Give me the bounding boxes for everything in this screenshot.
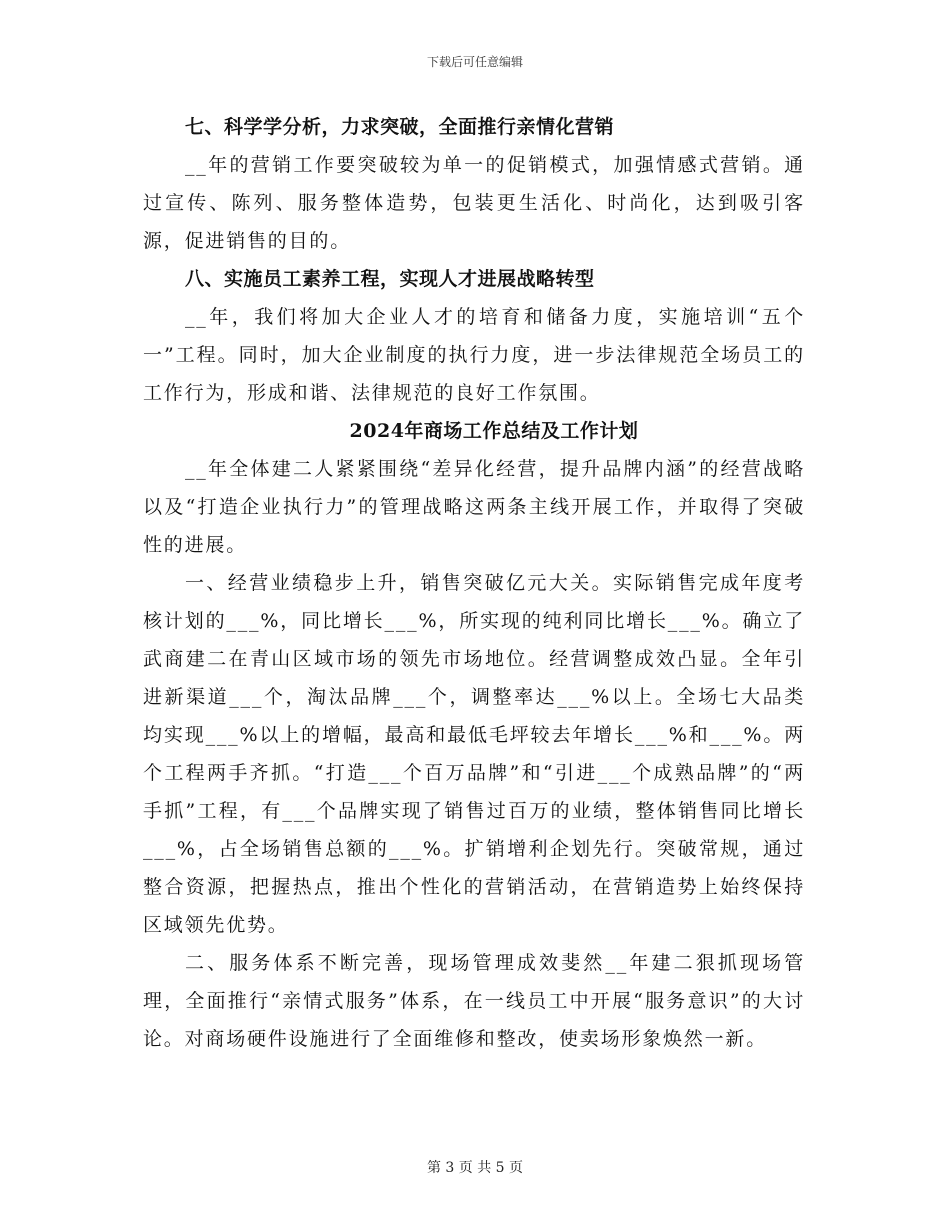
page-footer: 第 3 页 共 5 页	[426, 1160, 524, 1176]
document-title: 2024年商场工作总结及工作计划	[349, 420, 639, 442]
section-8-heading: 八、实施员工素养工程，实现人才进展战略转型	[185, 268, 595, 290]
intro-paragraph: __年全体建二人紧紧围绕“差异化经营，提升品牌内涵”的经营战略以及“打造企业执行力”的管理战略这两条主线开展工作，并取得了突破性的进展。	[143, 458, 805, 556]
section-8-paragraph: __年，我们将加大企业人才的培育和储备力度，实施培训“五个一”工程。同时，加大企业制度的执行力度，进一步法律规范全场员工的工作行为，形成和谐、法律规范的良好工作氛围。	[143, 306, 805, 404]
section-7-paragraph: __年的营销工作要突破较为单一的促销模式，加强情感式营销。通过宣传、陈列、服务整体造势，包装更生活化、时尚化，达到吸引客源，促进销售的目的。	[143, 154, 805, 252]
document-body	[143, 108, 805, 1058]
section-7-heading: 七、科学学分析，力求突破，全面推行亲情化营销	[185, 116, 615, 138]
header-note: 下载后可任意编辑	[426, 55, 523, 69]
paragraph-2: 二、服务体系不断完善，现场管理成效斐然__年建二狠抓现场管理，全面推行“亲情式服务”体系，在一线员工中开展“服务意识”的大讨论。对商场硬件设施进行了全面维修和整改，使卖场形象焕然一新。	[143, 952, 805, 1050]
paragraph-1: 一、经营业绩稳步上升，销售突破亿元大关。实际销售完成年度考核计划的___%，同比增长___%，所实现的纯利同比增长___%。确立了武商建二在青山区域市场的领先市场地位。经营调整成效凸显。全年引进新渠道___个，淘汰品牌___个，调整率达___%以上。全场七大品类均实现___%以上的增幅，最高和最低毛坪较去年增长___%和___%。两个工程两手齐抓。“打造___个百万品牌”和“引进___个成熟品牌”的“两手抓”工程，有___个品牌实现了销售过百万的业绩，整体销售同比增长___%，占全场销售总额的___%。扩销增利企划先行。突破常规，通过整合资源，把握热点，推出个性化的营销活动，在营销造势上始终保持区域领先优势。	[143, 572, 805, 936]
